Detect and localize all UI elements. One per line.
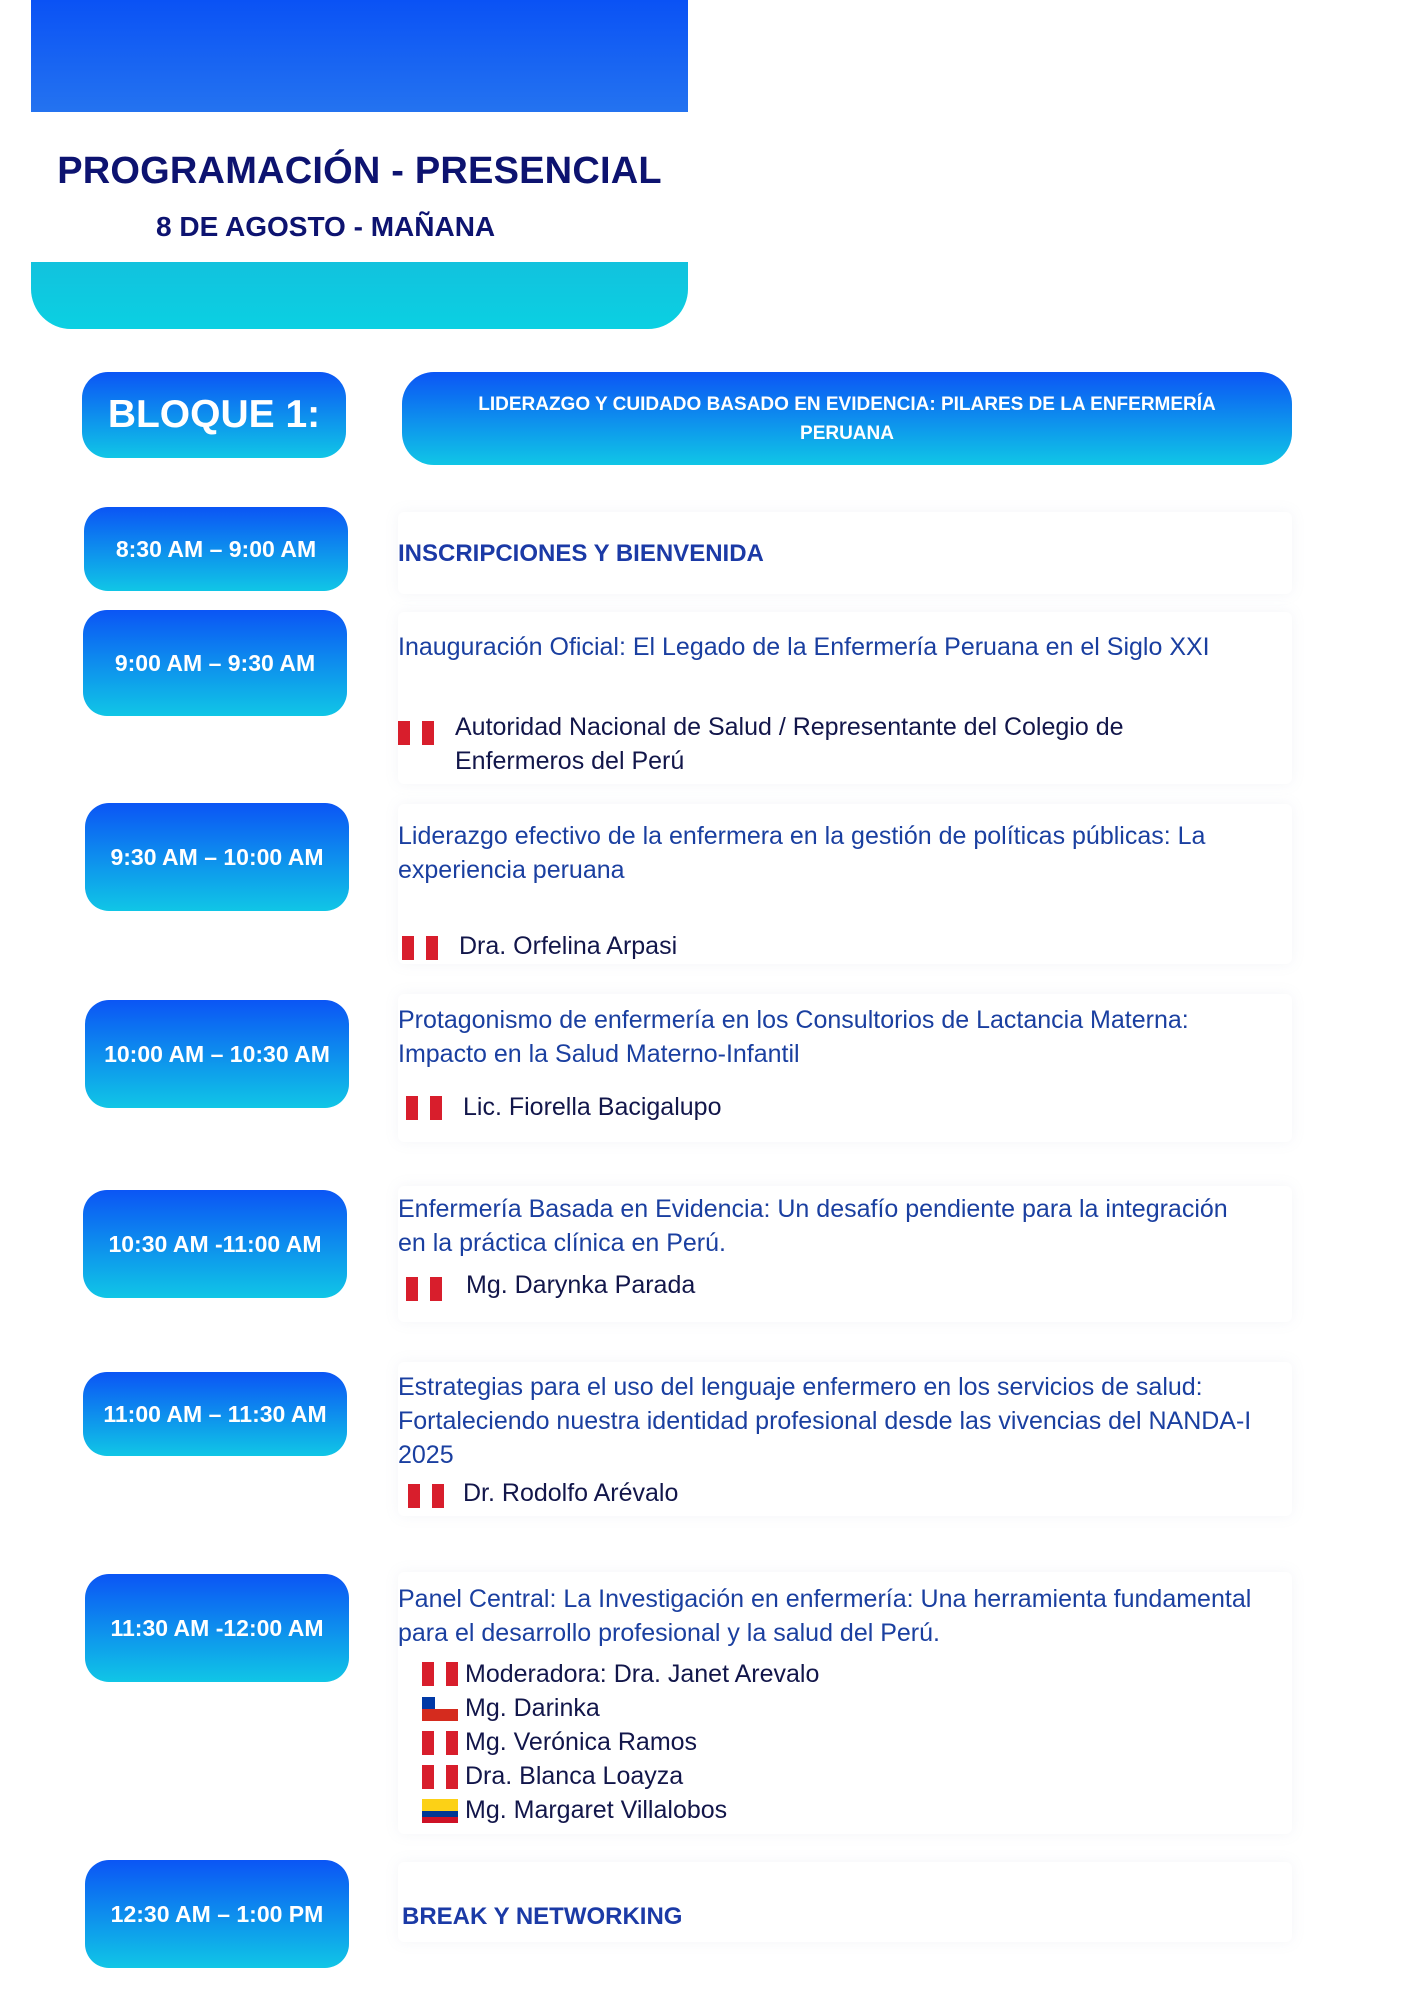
time-pill: 11:00 AM – 11:30 AM [83, 1372, 347, 1456]
bloque-title: LIDERAZGO Y CUIDADO BASADO EN EVIDENCIA: PILARES DE LA ENFERMERÍA PERUANA [402, 372, 1292, 465]
speaker-name: Mg. Darynka Parada [466, 1271, 696, 1299]
session-title: Inauguración Oficial: El Legado de la Enfermería Peruana en el Siglo XXI [398, 633, 1210, 661]
time-pill: 12:30 AM – 1:00 PM [85, 1860, 349, 1968]
speaker-name: Mg. Darinka [465, 1694, 600, 1722]
peru-flag-icon [422, 1662, 458, 1686]
peru-flag-icon [406, 1277, 442, 1301]
colombia-flag-icon [422, 1799, 458, 1823]
peru-flag-icon [406, 1096, 442, 1120]
time-pill: 9:30 AM – 10:00 AM [85, 803, 349, 911]
time-pill: 9:00 AM – 9:30 AM [83, 610, 347, 716]
page-title: PROGRAMACIÓN - PRESENCIAL [57, 150, 662, 192]
session-title: Panel Central: La Investigación en enfermería: Una herramienta fundamental para el desarrollo profesional y la salud del Perú. [398, 1585, 1252, 1647]
session-title: INSCRIPCIONES Y BIENVENIDA [398, 540, 764, 567]
peru-flag-icon [422, 1765, 458, 1789]
session-title: Liderazgo efectivo de la enfermera en la gestión de políticas públicas: La experiencia peruana [398, 822, 1206, 884]
peru-flag-icon [398, 721, 434, 745]
header-top-band [31, 0, 688, 112]
peru-flag-icon [402, 936, 438, 960]
time-pill: 8:30 AM – 9:00 AM [84, 507, 348, 591]
peru-flag-icon [422, 1731, 458, 1755]
bloque-label: BLOQUE 1: [82, 372, 346, 458]
peru-flag-icon [408, 1484, 444, 1508]
speaker-name: Dra. Blanca Loayza [465, 1762, 684, 1790]
header-bottom-band [31, 262, 688, 329]
session-title: Enfermería Basada en Evidencia: Un desafío pendiente para la integración en la práctica clínica en Perú. [398, 1195, 1228, 1257]
time-pill: 11:30 AM -12:00 AM [85, 1574, 349, 1682]
session-title: Protagonismo de enfermería en los Consultorios de Lactancia Materna: Impacto en la Salud Materno-Infantil [398, 1006, 1189, 1068]
chile-flag-icon [422, 1697, 458, 1721]
speaker-name: Dr. Rodolfo Arévalo [463, 1479, 679, 1507]
speaker-name: Lic. Fiorella Bacigalupo [463, 1093, 722, 1121]
session-title: Estrategias para el uso del lenguaje enfermero en los servicios de salud: Fortaleciendo nuestra identidad profesional desde las vivencias del NANDA-I 2025 [398, 1373, 1252, 1469]
speaker-name: Autoridad Nacional de Salud / Representante del Colegio de Enfermeros del Perú [455, 713, 1124, 775]
speaker-name: Mg. Margaret Villalobos [465, 1796, 728, 1824]
session-title: BREAK Y NETWORKING [402, 1903, 683, 1930]
speaker-name: Mg. Verónica Ramos [465, 1728, 698, 1756]
speaker-name: Moderadora: Dra. Janet Arevalo [465, 1660, 820, 1688]
time-pill: 10:30 AM -11:00 AM [83, 1190, 347, 1298]
time-pill: 10:00 AM – 10:30 AM [85, 1000, 349, 1108]
speaker-name: Dra. Orfelina Arpasi [459, 932, 678, 960]
page-subtitle: 8 DE AGOSTO - MAÑANA [156, 211, 496, 242]
